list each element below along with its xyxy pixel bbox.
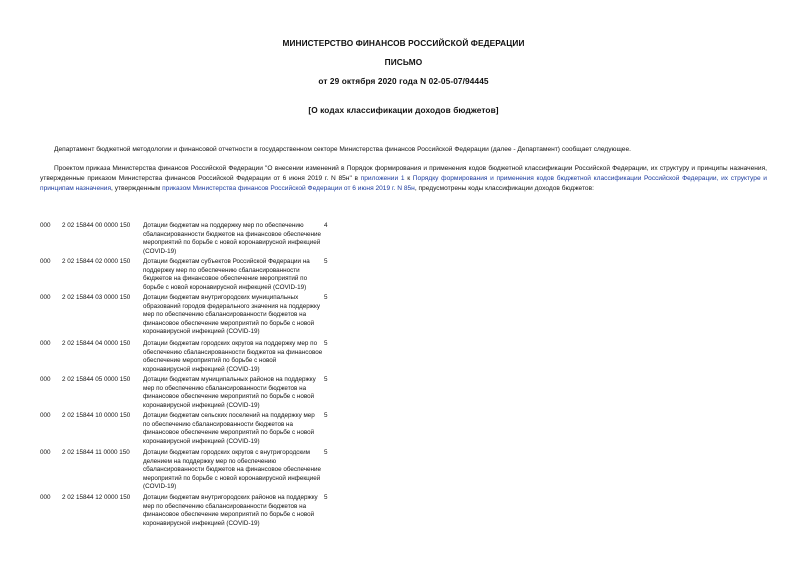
doc-date-number: от 29 октября 2020 года N 02-05-07/94445 [318,76,489,86]
admin-code: 000 [40,494,51,501]
income-name: Дотации бюджетам городских округов с внутригородским делением на поддержку мер по обеспечению сбалансированности бюджетов на финансовое обеспечение мероприятий по борьбе с новой коронавирусной инфекцией (COVID-19) [143,449,322,490]
income-name: Дотации бюджетам субъектов Российской Федерации на поддержку мер по обеспечению сбалансированности бюджетов на финансовое обеспечение мероприятий по борьбе с новой коронавирусной инфекцией (COVID-19) [143,258,310,291]
admin-code: 000 [40,412,51,419]
admin-code: 000 [40,258,51,265]
procedure-link[interactable]: Порядку формирования и применения кодов бюджетной классификации Российской Федерации, их структуре и принципам назначения [40,175,767,192]
income-code: 2 02 15844 10 0000 150 [62,412,131,419]
row-number: 4 [324,222,328,229]
main-text-3: , утвержденным [111,185,163,192]
income-name: Дотации бюджетам городских округов на поддержку мер по обеспечению сбалансированности бюджетов на финансовое обеспечение мероприятий по борьбе с новой коронавирусной инфекцией (COVID-19) [143,340,323,373]
income-name: Дотации бюджетам сельских поселений на поддержку мер по обеспечению сбалансированности бюджетов на финансовое обеспечение мероприятий по борьбе с новой коронавирусной инфекцией (COVID-19) [143,412,315,445]
doc-type: ПИСЬМО [384,57,423,67]
appendix-link[interactable]: приложении 1 [360,175,405,182]
doc-subject: [О кодах классификации доходов бюджетов] [308,105,499,115]
main-text-2: к [404,175,413,182]
income-name: Дотации бюджетам внутригородских районов на поддержку мер по обеспечению сбалансированности бюджетов на финансовое обеспечение мероприятий по борьбе с новой коронавирусной инфекцией (COVID-19) [143,494,318,527]
admin-code: 000 [40,376,51,383]
row-number: 5 [324,449,328,456]
main-text-4: , предусмотрены коды классификации доходов бюджетов: [414,185,594,192]
row-number: 5 [324,376,328,383]
admin-code: 000 [40,222,51,229]
ministry-title: МИНИСТЕРСТВО ФИНАНСОВ РОССИЙСКОЙ ФЕДЕРАЦИИ [282,38,525,48]
admin-code: 000 [40,449,51,456]
income-code: 2 02 15844 00 0000 150 [62,222,131,229]
row-number: 5 [324,258,328,265]
income-code: 2 02 15844 04 0000 150 [62,340,131,347]
income-code: 2 02 15844 11 0000 150 [62,449,130,456]
row-number: 5 [324,340,328,347]
main-text-1: Проектом приказа Министерства финансов Российской Федерации "О внесении изменений в Порядок формирования и применения кодов бюджетной классификации Российской Федерации, их структуру и принципы назначения, утвержденные приказом Министерства финансов Российской Федерации от 6 июня 2019 г. N 85н" в [40,165,767,182]
order-link[interactable]: приказом Министерства финансов Российской Федерации от 6 июня 2019 г. N 85н [162,185,415,192]
income-name: Дотации бюджетам внутригородских муниципальных образований городов федерального значения на поддержку мер по обеспечению сбалансированности бюджетов на финансовое обеспечение мероприятий по борьбе с новой коронавирусной инфекцией (COVID-19) [143,294,320,335]
row-number: 5 [324,412,328,419]
income-code: 2 02 15844 05 0000 150 [62,376,131,383]
main-paragraph [40,164,767,194]
income-code: 2 02 15844 02 0000 150 [62,258,131,265]
income-code: 2 02 15844 03 0000 150 [62,294,131,301]
intro-paragraph: Департамент бюджетной методологии и финансовой отчетности в государственном секторе Министерства финансов Российской Федерации (далее - Департамент) сообщает следующее. [54,146,631,153]
income-code: 2 02 15844 12 0000 150 [62,494,131,501]
row-number: 5 [324,494,328,501]
row-number: 5 [324,294,328,301]
admin-code: 000 [40,340,51,347]
income-name: Дотации бюджетам на поддержку мер по обеспечению сбалансированности бюджетов на финансовое обеспечение мероприятий по борьбе с новой коронавирусной инфекцией (COVID-19) [143,222,322,255]
admin-code: 000 [40,294,51,301]
income-name: Дотации бюджетам муниципальных районов на поддержку мер по обеспечению сбалансированности бюджетов на финансовое обеспечение мероприятий по борьбе с новой коронавирусной инфекцией (COVID-19) [143,376,316,409]
